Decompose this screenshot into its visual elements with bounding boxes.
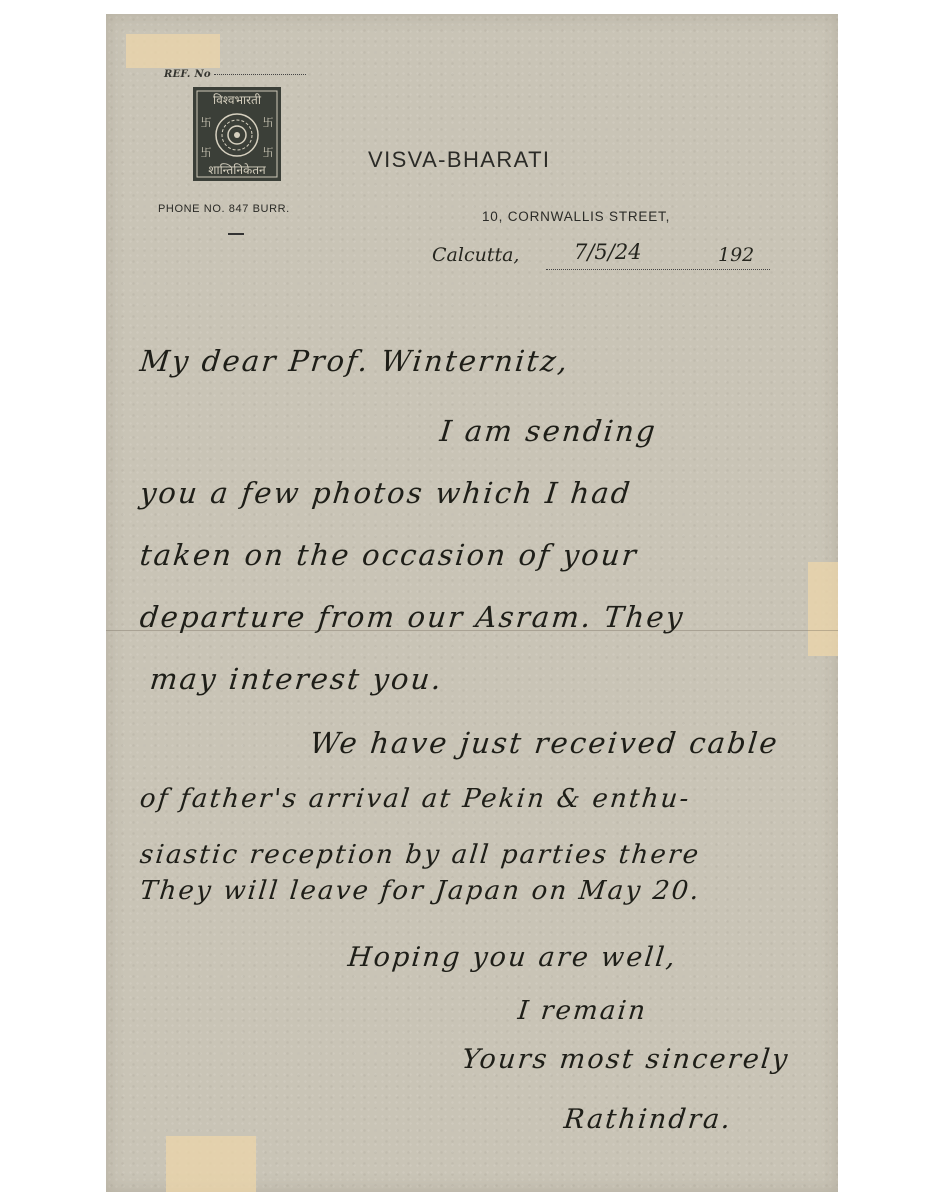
letter-line: taken on the occasion of your <box>138 538 640 572</box>
institution-name: VISVA-BHARATI <box>368 147 551 172</box>
letter-sheet <box>106 14 838 1192</box>
svg-text:卐: 卐 <box>200 116 212 129</box>
letter-line: We have just received cable <box>308 726 781 760</box>
letter-line: may interest you. <box>148 662 445 696</box>
ref-dotted-line <box>214 74 306 75</box>
phone-number: PHONE NO. 847 BURR. <box>158 203 290 215</box>
letter-line: departure from our Asram. They <box>138 600 687 634</box>
ref-label: REF. No <box>164 69 211 80</box>
letter-line: siastic reception by all parties there <box>138 840 702 870</box>
letter-line: I am sending <box>438 414 659 448</box>
svg-text:卐: 卐 <box>200 146 212 159</box>
letter-closing: Hoping you are well, <box>346 942 679 973</box>
letter-line: of father's arrival at Pekin & enthu- <box>138 784 693 814</box>
city-label: Calcutta, <box>432 244 520 266</box>
svg-text:卐: 卐 <box>262 146 274 159</box>
svg-text:卐: 卐 <box>262 116 274 129</box>
handwritten-date: 7/5/24 <box>574 240 642 264</box>
tape-right <box>808 562 838 656</box>
tape-top-left <box>126 34 220 68</box>
seal-text-top: विश्वभारती <box>213 93 261 107</box>
letter-line: you a few photos which I had <box>138 476 634 510</box>
letter-remain: I remain <box>516 996 649 1026</box>
tape-bottom-left <box>166 1136 256 1192</box>
letter-sign-off: Yours most sincerely <box>460 1044 792 1075</box>
visva-bharati-seal-icon <box>192 86 282 182</box>
signature: Rathindra. <box>562 1104 734 1135</box>
letterhead-divider <box>228 233 244 235</box>
street-address: 10, CORNWALLIS STREET, <box>482 209 671 224</box>
ref-number-field <box>164 69 306 80</box>
year-prefix: 192 <box>718 244 755 266</box>
letter-salutation: My dear Prof. Winternitz, <box>138 344 572 378</box>
letter-line: They will leave for Japan on May 20. <box>138 876 703 906</box>
seal-text-bottom: शान्तिनिकेतन <box>208 163 266 177</box>
